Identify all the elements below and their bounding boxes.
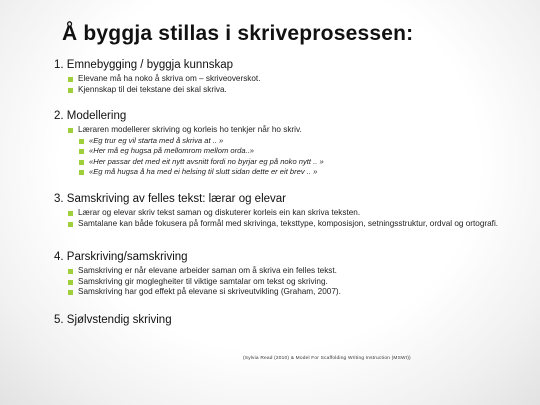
list-item: Samtalane kan både fokusera på formål med skrivinga, teksttype, komposisjon, setningsstruktur, ordval og ortografi.	[54, 219, 524, 230]
bullet-list	[54, 208, 524, 229]
bullet-list	[54, 266, 524, 298]
sub-list-item: «Eg må hugsa å ha med ei helsing til slutt sidan dette er eit brev .. »	[54, 167, 524, 178]
section-1	[54, 58, 524, 95]
section-2	[54, 109, 524, 178]
sub-list-item: «Her må eg hugsa på mellomrom mellom orda..»	[54, 146, 524, 157]
section-4	[54, 250, 524, 298]
section-5	[54, 313, 524, 327]
bullet-list	[54, 74, 524, 95]
sub-list-item: «Eg trur eg vil starta med å skriva at .. »	[54, 136, 524, 147]
bullet-list	[54, 125, 524, 178]
list-item: Kjennskap til dei tekstane dei skal skriva.	[54, 85, 524, 96]
list-item: Elevane må ha noko å skriva om – skriveoverskot.	[54, 74, 524, 85]
section-heading: 5. Sjølvstendig skriving	[54, 314, 172, 326]
sub-list-item: «Her passar det med eit nytt avsnitt fordi no byrjar eg på noko nytt .. »	[54, 157, 524, 168]
section-3	[54, 192, 524, 229]
list-item: Samskriving er når elevane arbeider saman om å skriva ein felles tekst.	[54, 266, 524, 277]
section-heading: 4. Parskriving/samskriving	[54, 251, 188, 263]
list-item: Læraren modellerer skriving og korleis ho tenkjer når ho skriv.	[54, 125, 524, 136]
section-heading: 3. Samskriving av felles tekst: lærar og elevar	[54, 193, 287, 205]
slide-title: Å byggja stillas i skriveprosessen:	[62, 22, 414, 45]
source-footer: (Sylvia Read (2010) & Model For Scaffolding Writing Instruction (MSWI))	[243, 356, 411, 361]
list-item: Samskriving gir moglegheiter til viktige samtalar om tekst og skriving.	[54, 277, 524, 288]
list-item: Lærar og elevar skriv tekst saman og diskuterer korleis ein kan skriva teksten.	[54, 208, 524, 219]
section-heading: 2. Modellering	[54, 110, 127, 122]
list-item: Samskriving har god effekt på elevane si skriveutvikling (Graham, 2007).	[54, 287, 524, 298]
section-heading: 1. Emnebygging / byggja kunnskap	[54, 59, 234, 71]
